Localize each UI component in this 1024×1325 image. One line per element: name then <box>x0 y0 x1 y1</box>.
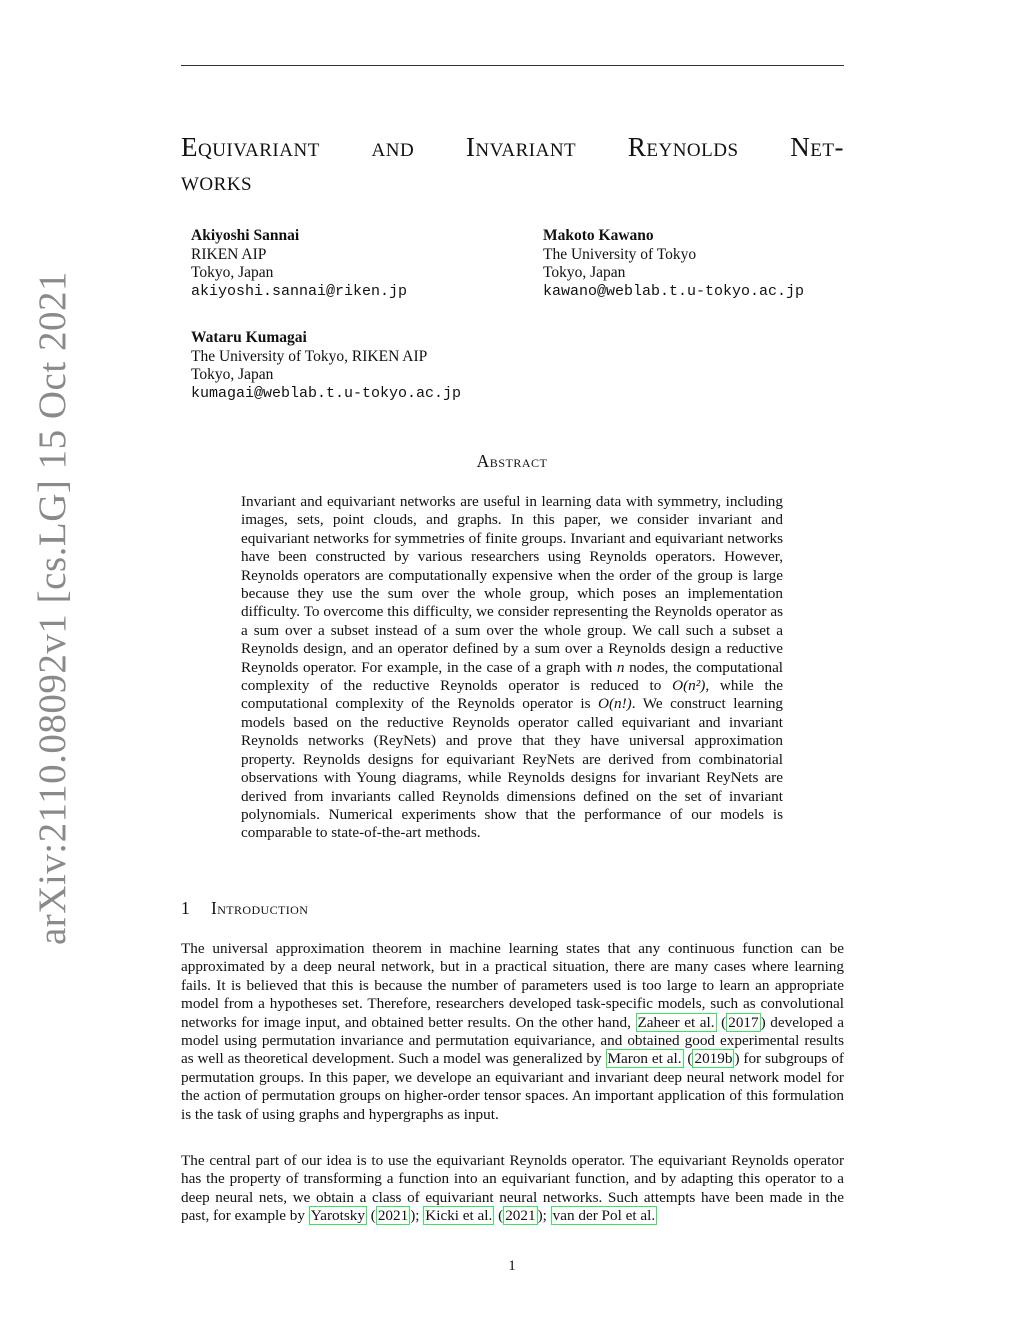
author-location: Tokyo, Japan <box>543 264 626 281</box>
citation-link[interactable]: Kicki et al. <box>425 1207 493 1225</box>
citation-link[interactable]: Yarotsky <box>310 1207 365 1225</box>
author-email[interactable]: kawano@weblab.t.u-tokyo.ac.jp <box>543 282 805 300</box>
paragraph-text: developed a model using permutation invariance and permutation equivariance, and obtained good experimental results as well as theoretical development. Such a model was generalized by <box>181 1013 845 1068</box>
title-word: Reynolds <box>627 132 739 162</box>
citation-link[interactable]: van der Pol et al. <box>552 1207 656 1225</box>
intro-paragraph: The central part of our idea is to use the equivariant Reynolds operator. The equivariant Reynolds operator has the property of transforming a function into an equivariant function, and by adapting this operator to a deep neural nets, we obtain a class of equivariant neural networks. Such attempts have been made in the past, for example by Yarotsky ( 2021 ); Kicki et al. ( 2021 ); van der Pol et al. <box>181 1152 844 1225</box>
author-email[interactable]: akiyoshi.sannai@riken.jp <box>191 282 408 300</box>
paragraph-text: The universal approximation theorem in machine learning states that any continuous function can be approximated by a deep neural network, but in a practical situation, there are many cases where learning fails. It is believed that this is because the number of parameters used is too large to learn an appropriate model from a hypotheses set. Therefore, researchers developed task-specific models, such as convolutional networks for image input, and obtained better results. On the other hand, <box>181 940 844 1031</box>
paragraph-text: for subgroups of permutation groups. In this paper, we develope an equivariant and invariant deep neural network model for the action of permutation groups on higher-order tensor spaces. An important application of this formulation is the task of using graphs and hypergraphs as input. <box>181 1050 844 1123</box>
author-block <box>191 329 461 403</box>
author-affiliation: RIKEN AIP <box>191 245 267 263</box>
author-email[interactable]: kumagai@weblab.t.u-tokyo.ac.jp <box>191 384 462 402</box>
section-title: Introduction <box>211 898 309 918</box>
title-word: and <box>371 132 415 162</box>
paper-title <box>181 130 844 198</box>
section-number: 1 <box>181 898 191 918</box>
citation-link[interactable]: Zaheer et al. <box>637 1013 715 1031</box>
math-o-n-squared: O(n²) <box>672 677 706 695</box>
section-heading <box>181 898 308 919</box>
author-affiliation: The University of Tokyo, RIKEN AIP <box>191 347 428 365</box>
author-name: Makoto Kawano <box>543 227 654 244</box>
paragraph-text: The central part of our idea is to use the equivariant Reynolds operator. The equivariant Reynolds operator has the property of transforming a function into an equivariant function, and by adapting this operator to a deep neural nets, we obtain a class of equivariant neural networks. Such attempts have been made in the past, for example by <box>181 1152 844 1225</box>
citation-year-link[interactable]: 2019b <box>694 1050 733 1068</box>
title-word: Invariant <box>465 132 577 162</box>
author-location: Tokyo, Japan <box>191 366 274 383</box>
citation-year-link[interactable]: 2021 <box>377 1207 409 1225</box>
citation-year-link[interactable]: 2021 <box>505 1207 536 1225</box>
author-name: Wataru Kumagai <box>191 329 307 346</box>
arxiv-stamp: arXiv:2110.08092v1 [cs.LG] 15 Oct 2021 <box>31 271 74 945</box>
abstract-part: Invariant and equivariant networks are useful in learning data with symmetry, including images, sets, point clouds, and graphs. In this paper, we consider invariant and equivariant networks for symmetries of finite groups. Invariant and equivariant networks have been constructed by various researchers using Reynolds operators. However, Reynolds operators are computationally expensive when the order of the group is large because they use the sum over the whole group, which poses an implementation difficulty. To overcome this difficulty, we consider representing the Reynolds operator as a sum over a subset instead of a sum over the whole group. We call such a subset a Reynolds design, and an operator defined by a sum over a Reynolds design a reductive Reynolds operator. For example, in the case of a graph with <box>241 493 783 676</box>
abstract-heading: Abstract <box>476 451 548 471</box>
abstract-part: nodes, the computational complexity of the reductive Reynolds operator is reduced to <box>241 658 784 695</box>
abstract-text <box>241 493 783 843</box>
title-word: Net- <box>790 132 844 162</box>
author-affiliation: The University of Tokyo <box>543 245 697 263</box>
math-n: n <box>616 658 625 676</box>
author-name: Akiyoshi Sannai <box>191 227 300 244</box>
abstract-part: , while the computational complexity of the Reynolds operator is <box>241 677 784 713</box>
author-location: Tokyo, Japan <box>191 264 274 281</box>
citation-link[interactable]: Maron et al. <box>607 1050 682 1068</box>
page-number: 1 <box>508 1258 516 1274</box>
math-o-n-factorial: O(n!) <box>597 695 632 713</box>
author-block <box>191 227 407 301</box>
author-block <box>543 227 804 301</box>
title-line-2: works <box>181 166 253 196</box>
intro-paragraph: The universal approximation theorem in machine learning states that any continuous function can be approximated by a deep neural network, but in a practical situation, there are many cases where learning fails. It is believed that this is because the number of parameters used is too large to learn an appropriate model from a hypotheses set. Therefore, researchers developed task-specific models, such as convolutional networks for image input, and obtained better results. On the other hand, Zaheer et al. ( 2017 ) developed a model using permutation invariance and permutation equivariance, and obtained good experimental results as well as theoretical development. Such a model was generalized by Maron et al. ( 2019b ) for subgroups of permutation groups. In this paper, we develope an equivariant and invariant deep neural network model for the action of permutation groups on higher-order tensor spaces. An important application of this formulation is the task of using graphs and hypergraphs as input. <box>181 940 845 1123</box>
title-word: Equivariant <box>181 132 320 162</box>
top-rule <box>181 65 844 66</box>
citation-year-link[interactable]: 2017 <box>728 1013 759 1031</box>
abstract-part: . We construct learning models based on the reductive Reynolds operator called equivariant and invariant Reynolds networks (ReyNets) and prove that they have universal approximation property. Reynolds designs for equivariant ReyNets are derived from combinatorial observations with Young diagrams, while Reynolds designs for invariant ReyNets are derived from invariants called Reynolds dimensions defined on the set of invariant polynomials. Numerical experiments show that the performance of our models is comparable to state-of-the-art methods. <box>241 695 784 842</box>
